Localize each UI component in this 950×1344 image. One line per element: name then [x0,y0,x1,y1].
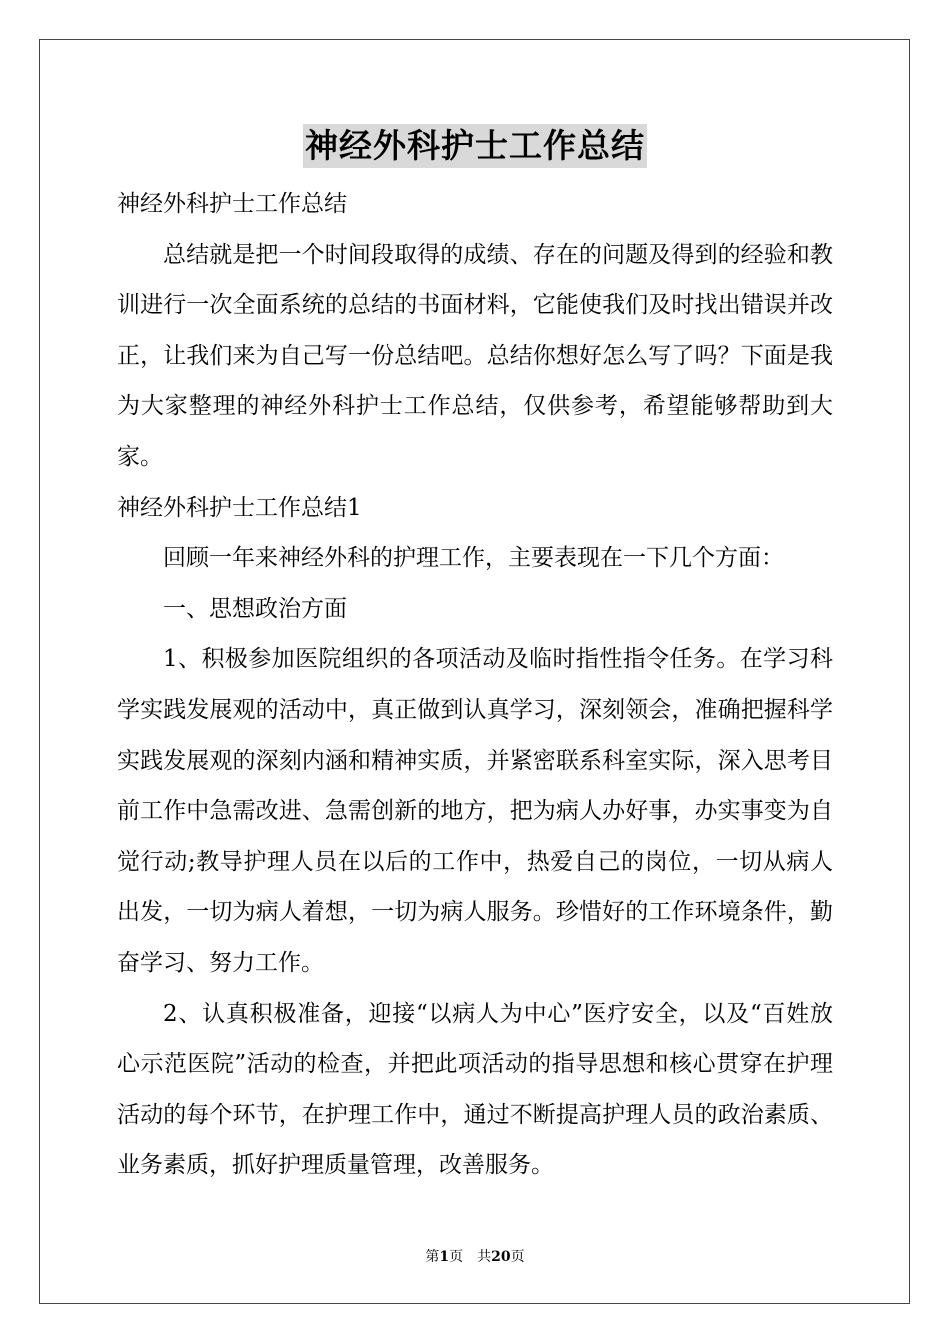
footer-total-suffix: 页 [510,1249,525,1265]
document-body [117,179,833,1191]
part1-heading: 一、思想政治方面 [163,595,347,622]
section1-heading: 神经外科护士工作总结1 [117,494,362,521]
document-subtitle: 神经外科护士工作总结 [117,191,347,217]
footer-page-total: 20 [491,1249,511,1265]
document-title: 神经外科护士工作总结 [303,124,647,168]
footer-page-suffix: 页 [449,1249,464,1265]
footer-page-current: 1 [439,1249,450,1265]
page-footer [0,1248,950,1266]
footer-page-prefix: 第 [425,1249,440,1265]
section1-intro-paragraph: 回顾一年来神经外科的护理工作，主要表现在一下几个方面： [163,545,784,572]
intro-paragraph: 总结就是把一个时间段取得的成绩、存在的问题及得到的经验和教训进行一次全面系统的总结的书面材料，它能使我们及时找出错误并改正，让我们来为自己写一份总结吧。总结你想好怎么写了吗？下面是我为大家整理的神经外科护士工作总结，仅供参考，希望能够帮助到大家。 [117,241,833,470]
title-container [0,124,950,168]
item1-paragraph: 1、积极参加医院组织的各项活动及临时指性指令任务。在学习科学实践发展观的活动中，真正做到认真学习，深刻领会，准确把握科学实践发展观的深刻内涵和精神实质，并紧密联系科室实际，深入思考目前工作中急需改进、急需创新的地方，把为病人办好事，办实事变为自觉行动;教导护理人员在以后的工作中，热爱自己的岗位，一切从病人出发，一切为病人着想，一切为病人服务。珍惜好的工作环境条件，勤奋学习、努力工作。 [117,646,833,976]
footer-total-prefix: 共 [477,1249,492,1265]
item2-paragraph: 2、认真积极准备，迎接“以病人为中心”医疗安全，以及“百姓放心示范医院”活动的检查，并把此项活动的指导思想和核心贯穿在护理活动的每个环节，在护理工作中，通过不断提高护理人员的政治素质、业务素质，抓好护理质量管理，改善服务。 [117,1000,833,1179]
